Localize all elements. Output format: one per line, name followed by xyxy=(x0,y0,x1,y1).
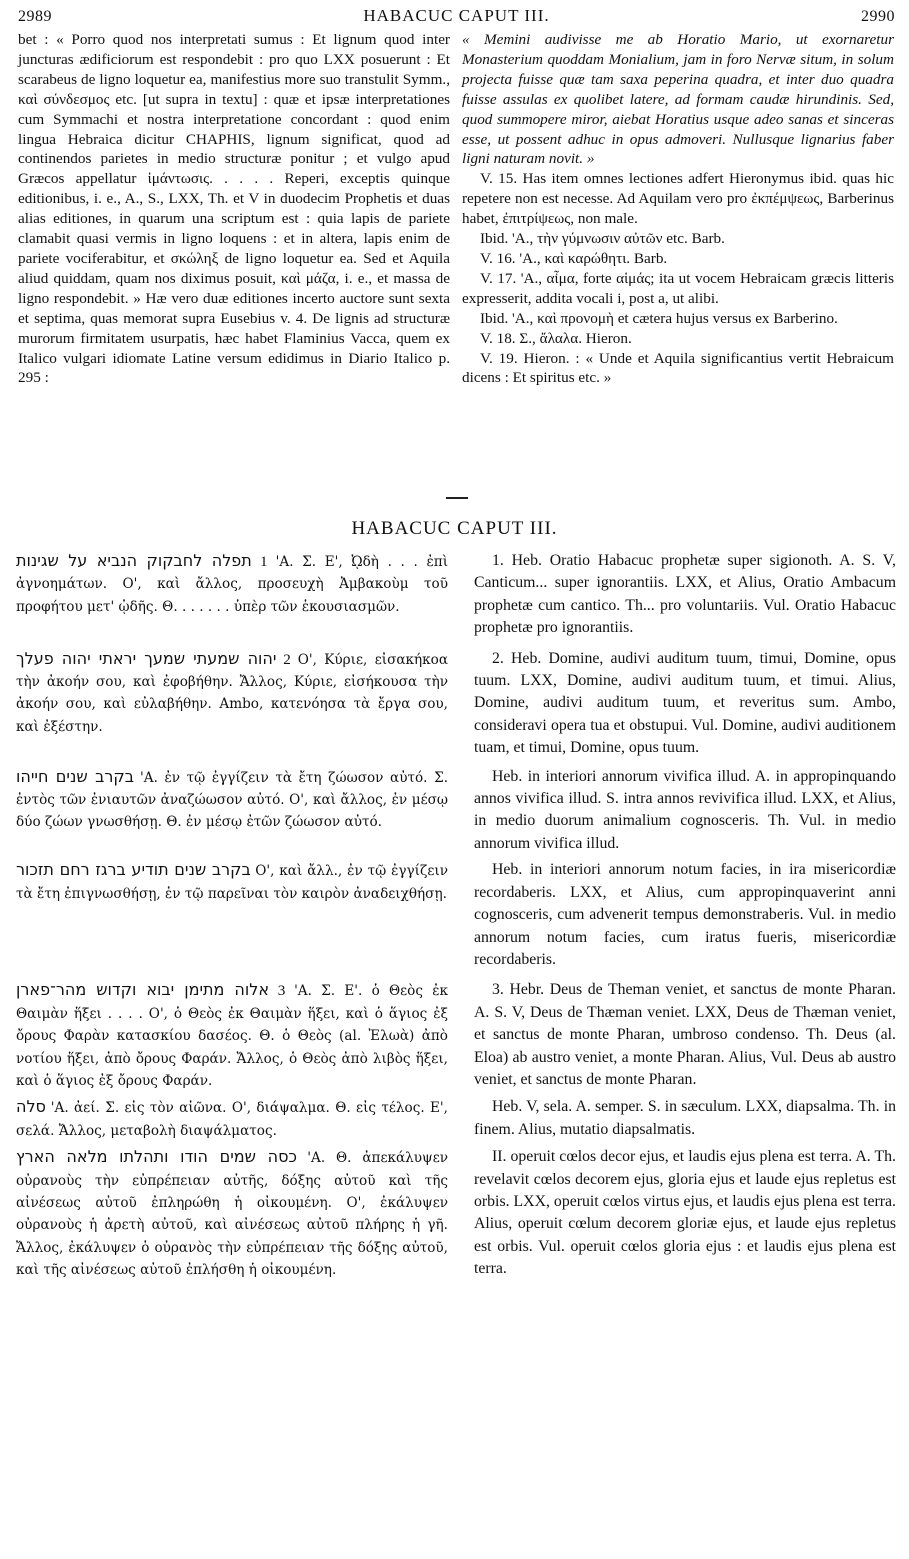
verse-entry xyxy=(16,1096,896,1142)
note-paragraph: « Memini audivisse me ab Horatio Mario, ut exornaretur Monasterium quoddam Monialium, jam in foro Nervæ situm, in solum projecta fuisse quæ tam saxa peperina quadra, et inter duo quadra fuisse assulas ex quolibet latere, ad formam caudæ hirundinis. Sed, quod summopere miror, aiebat Horatius usque adeo sanas et sinceras esse, ut possent adhuc in opus admoveri. Nullusque lignarius faber ligni naturam novit. » xyxy=(462,31,894,168)
latin-column xyxy=(474,979,896,1092)
running-head xyxy=(18,6,895,30)
note-paragraph: V. 18. Σ., ἄλαλα. Hieron. xyxy=(480,329,632,347)
note-paragraph: V. 17. 'Α., αἶμα, forte αἱμάς; ita ut vocem Hebraicam græcis litteris expresserit, addita vocali i, post a, ut alibi. xyxy=(462,269,894,307)
verse-entry xyxy=(16,1146,896,1281)
note-paragraph: Ibid. 'Α., καὶ προνομὴ et cætera hujus versus ex Barberino. xyxy=(480,309,838,327)
verse-number: 3 xyxy=(277,982,286,1000)
hebrew-text: תפלה לחבקוק הנביא על שגינות xyxy=(16,551,252,570)
hebrew-text: אלוה מתימן יבוא וקדוש מהר־פארן xyxy=(16,980,270,1000)
verse-entries xyxy=(16,550,896,1282)
greek-text: Ο', καὶ ἄλλ., ἐν τῷ ἐγγίζειν τὰ ἔτη ἐπιγνωσθήσῃ, ἐν τῷ παρεῖναι τὸν καιρὸν ἀναδειχθήσῃ. xyxy=(16,863,449,902)
greek-text: 'Α. Σ. Ε', ᾨδὴ . . . ἐπὶ ἀγνοημάτων. Ο', καὶ ἄλλος, προσευχὴ Ἀμβακοὺμ τοῦ προφήτου μετ' ᾠδῆς. Θ. . . . . . . ὑπὲρ τῶν ἑκουσιασμῶν. xyxy=(16,554,449,615)
latin-column xyxy=(474,859,896,971)
right-page-number: 2990 xyxy=(860,8,895,25)
latin-column xyxy=(474,766,896,856)
verse-entry xyxy=(16,766,896,856)
notes-right-column xyxy=(462,30,894,388)
greek-text: Ο', Κύριε, εἰσακήκοα τὴν ἀκοήν σου, καὶ ἐφοβήθην. Ἄλλος, Κύριε, εἰσήκουσα τὴν ἀκοήν σου, καὶ εὐλαβήθην. Ambo, κατενόησα τὰ ἔργα σου, καὶ ἐξέστην. xyxy=(16,651,449,735)
latin-column xyxy=(474,648,896,760)
latin-text: II. operuit cœlos decor ejus, et laudis ejus plena est terra. A. Th. revelavit cœlos decorem ejus, gloria ejus et laude ejus repletus est orbis. LXX, operuit cœlos virtus ejus, et laudis ejus plena est terra. Alius, operuit cœlum decorem gloriæ ejus, et laude ejus repletus est orbis. Vul. operuit cœlos gloria ejus : et laudis ejus plena est terra. xyxy=(474,1148,896,1278)
latin-text: 2. Heb. Domine, audivi auditum tuum, timui, Domine, opus tuum. LXX, Domine, audivi auditum tuum, et timui. Alius, Domine, audivi auditum tuum, et reveritus sum. Ambo, consideravi opera tua et obstupui. Vul. Domine, audivi auditionem tuam, et timui, Domine, opus tuum. xyxy=(474,649,896,757)
footnotes xyxy=(18,30,894,388)
hexapla-column xyxy=(16,859,448,971)
hexapla-column xyxy=(16,648,448,760)
greek-text: 'Α. ἐν τῷ ἐγγίζειν τὰ ἔτη ζώωσον αὐτό. Σ. ἐντὸς τῶν ἐνιαυτῶν ἀναζώωσον αὐτό. Ο', καὶ ἄλλος, ἐν μέσῳ δύο ζώων γνωσθήσῃ. Θ. ἐν μέσῳ ἐτῶν ζώωσον αὐτό. xyxy=(16,769,449,831)
greek-text: 'Α. Θ. ἀπεκάλυψεν οὐρανοὺς τὴν εὐπρέπειαν αὐτῆς, δόξης αὐτοῦ καὶ τῆς αἰνέσεως αὐτοῦ ἐπληρώθη ἡ οἰκουμένη. Ο', ἐκάλυψεν οὐρανοὺς ἡ ἀρετὴ αὐτοῦ, καὶ αἰνέσεως αὐτοῦ πλήρης ἡ γῆ. Ἄλλος, ἐκάλυψεν ὁ οὐρανὸς τὴν εὐπρέπειαν τῆς δόξης αὐτοῦ, καὶ τῆς αἰνέσεως αὐτοῦ ἐπλήσθη ἡ οἰκουμένη. xyxy=(16,1150,449,1279)
hexapla-column xyxy=(16,1096,448,1142)
note-paragraph: V. 15. Has item omnes lectiones adfert Hieronymus ibid. quas hic repetere non est necesse. Ad Aquilam vero pro ἐκπέμψεως, Barberinus habet, ἐπιτρίψεως, non male. xyxy=(462,170,894,228)
verse-entry xyxy=(16,859,896,971)
notes-left-column xyxy=(18,30,450,388)
note-paragraph: Ibid. 'Α., τὴν γύμνωσιν αὐτῶν etc. Barb. xyxy=(480,230,725,248)
hexapla-column xyxy=(16,1146,448,1281)
hebrew-text: בקרב שנים חייהו xyxy=(16,766,134,786)
note-paragraph: V. 19. Hieron. : « Unde et Aquila significantius vertit Hebraicum dicens : Et spiritus etc. » xyxy=(462,349,894,387)
verse-entry xyxy=(16,648,896,760)
hebrew-text: יהוה שמעתי שמעך יראתי יהוה פעלך xyxy=(16,648,277,668)
latin-column xyxy=(474,1146,896,1281)
section-title: HABACUC CAPUT III. xyxy=(351,518,558,539)
greek-text: 'Α. ἀεί. Σ. εἰς τὸν αἰῶνα. Ο', διάψαλμα. Θ. εἰς τέλος. Ε', σελά. Ἄλλος, μεταβολὴ διαψάλματος. xyxy=(16,1100,448,1139)
latin-column xyxy=(474,1096,896,1142)
hexapla-column xyxy=(16,550,448,640)
greek-text: 'Α. Σ. Ε'. ὁ Θεὸς ἐκ Θαιμὰν ἥξει . . . . Ο', ὁ Θεὸς ἐκ Θαιμὰν ἥξει, καὶ ὁ ἅγιος ἐξ ὄρους Φαρὰν κατασκίου δασέος. Θ. ὁ Θεὸς (al. Ἐλωὰ) ἀπὸ νοτίου ἥξει, ἀπὸ ὄρους Φαράν. Ἄλλος, ὁ Θεὸς ἀπὸ λιβὸς ἥξει, καὶ ὁ ἅγιος ἐξ ὄρους Φαράν. xyxy=(16,983,449,1089)
verse-entry xyxy=(16,979,896,1092)
hebrew-text: סלה xyxy=(16,1097,46,1117)
verse-number: 2 xyxy=(283,650,291,668)
latin-text: 3. Hebr. Deus de Theman veniet, et sanctus de monte Pharan. A. S. V, Deus de Thæman veniet. LXX, Deus de Thæman veniet, et sanctus de monte Pharan, umbroso condenso. Th. Deus (al. Eloa) ab austro veniet, a monte Pharan. Alius, Vul. Deus ab austro veniet, et sanctus de monte Pharan. xyxy=(474,981,896,1088)
hexapla-column xyxy=(16,979,448,1092)
verse-number: 1 xyxy=(259,553,268,570)
note-paragraph: V. 16. 'Α., καὶ καρώθητι. Barb. xyxy=(480,249,668,267)
latin-text: 1. Heb. Oratio Habacuc prophetæ super sigionoth. A. S. V, Canticum... super ignorantiis. LXX, et Alius, Oratio Ambacum prophetæ cum cantico. Th... pro voluntariis. Vul. Oratio Habacuc prophetæ pro ignorantiis. xyxy=(474,552,896,637)
hebrew-text: בקרב שנים תודיע ברגז רחם תזכור xyxy=(16,860,251,880)
running-title: HABACUC CAPUT III. xyxy=(363,6,550,25)
hexapla-column xyxy=(16,766,448,856)
left-page-number: 2989 xyxy=(18,8,52,25)
latin-text: Heb. V, sela. A. semper. S. in sæculum. LXX, diapsalma. Th. in finem. Alius, mutatio diapsalmatis. xyxy=(474,1098,896,1138)
latin-text: Heb. in interiori annorum vivifica illud. A. in appropinquando annos vivifica illud. S. intra annos revivifica illud. LXX, et Alius, in medio duorum animalium cognosceris. Th. Vul. in medio annorum vivifica illud. xyxy=(474,767,896,852)
verse-entry xyxy=(16,550,896,640)
latin-text: Heb. in interiori annorum notum facies, in ira misericordiæ recordaberis. LXX, et Alius, cum appropinquaverint anni cognosceris, cum advenerit tempus demonstraberis. Vul. in medio annorum notum facies, cum iratus fueris, misericordiæ recordaberis. xyxy=(474,861,896,968)
note-paragraph: bet : « Porro quod nos interpretati sumus : Et lignum quod inter juncturas ædificiorum est respondebit : pro quo LXX posuerunt : Et scarabeus de ligno loquetur ea, manifestius more suo transtulit Symm., καὶ σύνδεσμος etc. [ut supra in textu] : quæ et ipsæ interpretationes cum Symmachi et nostra interpretatione concordant : quod enim lingua Hebraica dicitur CHAPHIS, lignum significat, quod ad continendos parietes in medio structuræ ponitur ; et vulgo apud Græcos appellatur ἱμάντωσις. . . . . Reperi, exceptis quinque editionibus, i. e., A., S., LXX, Th. et V in duodecim Prophetis et duas alias editiones, in quarum una scriptum est : quia lapis de pariete clamabit quasi vermis in ligno loquens : et in altera, lapis enim de pariete vociferabitur, et σκώληξ de ligno loquetur ea. Sed et Aquila aliud quiddam, quam nos diximus posuit, καὶ μάζα, i. e., et massa de ligno respondebit. » Hæ vero duæ editiones incerto auctore sunt sexta et septima, quas memorat supra Eusebius v. 4. De lignis ad structuræ murorum firmitatem usurpatis, hæc habet Flaminius Vacca, quem ex Italico vulgari idiomate Latine versum edidimus in Diario Italico p. 295 : xyxy=(18,31,450,387)
latin-column xyxy=(474,550,896,640)
hebrew-text: כסה שמים הודו ותהלתו מלאה הארץ xyxy=(16,1147,297,1167)
section-divider xyxy=(446,497,468,499)
